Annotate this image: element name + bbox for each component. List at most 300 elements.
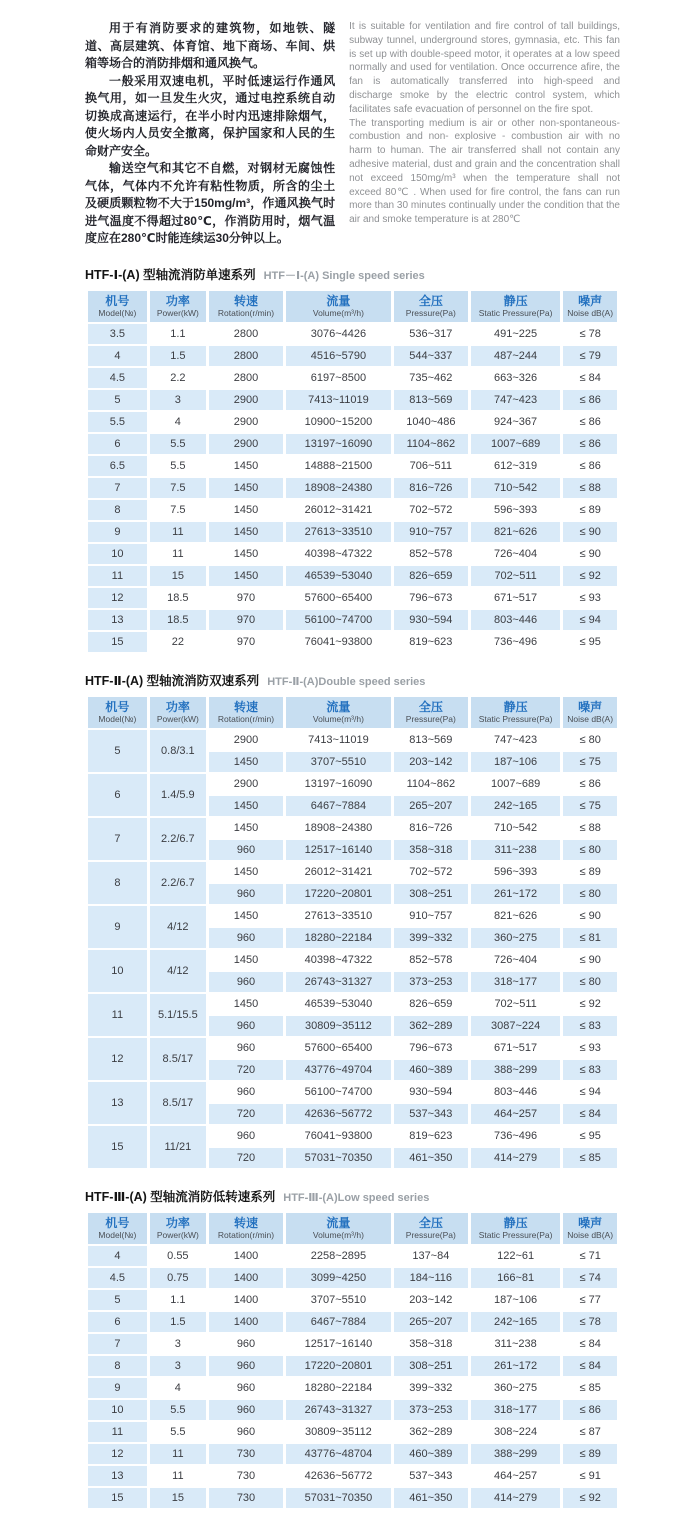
cell: 960 <box>209 1334 283 1354</box>
cell: 596~393 <box>471 500 560 520</box>
table-row <box>88 1038 617 1058</box>
cell: 1400 <box>209 1246 283 1266</box>
cell: 30809~35112 <box>286 1422 391 1442</box>
cell: 1450 <box>209 818 283 838</box>
cell: 6 <box>88 1312 147 1332</box>
table-row <box>88 390 617 410</box>
column-header-en: Volume(m³/h) <box>312 1229 364 1240</box>
cell: 960 <box>209 1016 283 1036</box>
cell: ≤ 86 <box>563 434 617 454</box>
model-cell: 10 <box>88 950 147 992</box>
cell: 464~257 <box>471 1104 560 1124</box>
column-header <box>563 1213 617 1244</box>
table-row <box>88 346 617 366</box>
cell: 12517~16140 <box>286 1334 391 1354</box>
cell: 18280~22184 <box>286 1378 391 1398</box>
cell: 2900 <box>209 730 283 750</box>
cell: ≤ 86 <box>563 774 617 794</box>
cell: 1450 <box>209 456 283 476</box>
table-row <box>88 1312 617 1332</box>
cell: 1450 <box>209 522 283 542</box>
cell: 1400 <box>209 1312 283 1332</box>
cell: 819~623 <box>394 632 468 652</box>
cell: 4 <box>150 1378 206 1398</box>
column-header-en: Pressure(Pa) <box>405 713 456 724</box>
cell: ≤ 87 <box>563 1422 617 1442</box>
cell: 166~81 <box>471 1268 560 1288</box>
series-title-en: HTF-Ⅱ-(A)Double speed series <box>267 675 426 688</box>
model-cell: 5 <box>88 730 147 772</box>
cell: ≤ 95 <box>563 632 617 652</box>
cell: 970 <box>209 588 283 608</box>
cell: 487~244 <box>471 346 560 366</box>
cell: ≤ 93 <box>563 588 617 608</box>
model-cell: 6 <box>88 774 147 816</box>
cell: 373~253 <box>394 972 468 992</box>
cell: 261~172 <box>471 884 560 904</box>
intro-paragraph-en: The transporting medium is air or other non-spontaneous-combustion and non- explosive - combustion air with no harm to human. The air transferred shall not contain any adhesive material, dust and grain and the concentration shall not exceed 150mg/m³ when the temperature shall not exceed 80℃ . When used for fire control, the fans can run more than 30 minutes continually under the condition that the air and smoke temperature is at 280℃ <box>349 117 620 226</box>
column-header-zh: 全压 <box>418 293 443 308</box>
cell: ≤ 92 <box>563 1488 617 1508</box>
cell: 1.1 <box>150 1290 206 1310</box>
table-row <box>88 1422 617 1442</box>
cell: 720 <box>209 1060 283 1080</box>
cell: 813~569 <box>394 390 468 410</box>
cell: 6.5 <box>88 456 147 476</box>
table-head <box>88 1213 617 1244</box>
column-header <box>88 697 147 728</box>
cell: 960 <box>209 1126 283 1146</box>
cell: 2900 <box>209 774 283 794</box>
cell: 461~350 <box>394 1488 468 1508</box>
cell: 970 <box>209 632 283 652</box>
cell: 242~165 <box>471 1312 560 1332</box>
table-row <box>88 544 617 564</box>
cell: 816~726 <box>394 478 468 498</box>
model-cell: 11 <box>88 994 147 1036</box>
cell: 0.55 <box>150 1246 206 1266</box>
cell: 826~659 <box>394 994 468 1014</box>
series-title-zh: HTF-Ⅱ-(A) 型轴流消防双速系列 <box>85 673 260 688</box>
cell: 930~594 <box>394 610 468 630</box>
cell: 388~299 <box>471 1060 560 1080</box>
cell: 536~317 <box>394 324 468 344</box>
cell: 3 <box>150 1356 206 1376</box>
cell: 56100~74700 <box>286 610 391 630</box>
cell: 13197~16090 <box>286 434 391 454</box>
cell: 11 <box>150 522 206 542</box>
cell: 5.5 <box>150 456 206 476</box>
cell: 960 <box>209 1356 283 1376</box>
cell: 803~446 <box>471 1082 560 1102</box>
cell: 1007~689 <box>471 434 560 454</box>
cell: 460~389 <box>394 1444 468 1464</box>
model-cell: 9 <box>88 906 147 948</box>
cell: ≤ 94 <box>563 610 617 630</box>
column-header-zh: 机号 <box>105 699 130 714</box>
cell: 702~572 <box>394 500 468 520</box>
cell: 1.5 <box>150 1312 206 1332</box>
cell: 464~257 <box>471 1466 560 1486</box>
cell: 1450 <box>209 544 283 564</box>
cell: 1104~862 <box>394 434 468 454</box>
cell: ≤ 94 <box>563 1082 617 1102</box>
series-title <box>85 671 620 690</box>
cell: 2900 <box>209 412 283 432</box>
cell: ≤ 80 <box>563 730 617 750</box>
cell: 414~279 <box>471 1488 560 1508</box>
cell: 5 <box>88 390 147 410</box>
cell: 12 <box>88 1444 147 1464</box>
cell: 187~106 <box>471 1290 560 1310</box>
cell: 7413~11019 <box>286 730 391 750</box>
column-header-en: Power(kW) <box>156 713 199 724</box>
cell: 2258~2895 <box>286 1246 391 1266</box>
cell: 6467~7884 <box>286 1312 391 1332</box>
cell: 612~319 <box>471 456 560 476</box>
table-row <box>88 368 617 388</box>
cell: 4.5 <box>88 368 147 388</box>
cell: ≤ 89 <box>563 500 617 520</box>
cell: 813~569 <box>394 730 468 750</box>
column-header-en: Model(№) <box>98 307 137 318</box>
power-cell: 4/12 <box>150 906 206 948</box>
cell: 42636~56772 <box>286 1466 391 1486</box>
table-row <box>88 862 617 882</box>
cell: 56100~74700 <box>286 1082 391 1102</box>
cell: 736~496 <box>471 632 560 652</box>
series-title <box>85 265 620 284</box>
cell: 3087~224 <box>471 1016 560 1036</box>
column-header <box>563 697 617 728</box>
cell: ≤ 75 <box>563 752 617 772</box>
cell: 910~757 <box>394 906 468 926</box>
intro-chinese <box>85 20 335 248</box>
cell: 537~343 <box>394 1466 468 1486</box>
column-header-zh: 流量 <box>326 293 351 308</box>
column-header-en: Power(kW) <box>156 1229 199 1240</box>
cell: 15 <box>88 632 147 652</box>
cell: ≤ 92 <box>563 566 617 586</box>
cell: 399~332 <box>394 928 468 948</box>
cell: 5.5 <box>150 1422 206 1442</box>
table-row <box>88 818 617 838</box>
cell: 1450 <box>209 752 283 772</box>
cell: ≤ 90 <box>563 522 617 542</box>
cell: 1.1 <box>150 324 206 344</box>
cell: 203~142 <box>394 1290 468 1310</box>
cell: 960 <box>209 884 283 904</box>
column-header-zh: 全压 <box>418 1215 443 1230</box>
cell: 5.5 <box>150 1400 206 1420</box>
cell: 960 <box>209 840 283 860</box>
cell: 18.5 <box>150 610 206 630</box>
cell: 9 <box>88 1378 147 1398</box>
power-cell: 5.1/15.5 <box>150 994 206 1036</box>
cell: 1450 <box>209 862 283 882</box>
cell: 2.2 <box>150 368 206 388</box>
cell: 4 <box>150 412 206 432</box>
table-row <box>88 1466 617 1486</box>
cell: 12 <box>88 588 147 608</box>
cell: 4.5 <box>88 1268 147 1288</box>
cell: 960 <box>209 928 283 948</box>
cell: 57031~70350 <box>286 1488 391 1508</box>
cell: 11 <box>88 1422 147 1442</box>
cell: 388~299 <box>471 1444 560 1464</box>
intro-paragraph-zh: 一般采用双速电机，平时低速运行作通风换气用，如一旦发生火灾，通过电控系统自动切换成高速运行，在半小时内迅速排除烟气，使火场内人员安全撤离，保护国家和人民的生命财产安全。 <box>85 73 336 158</box>
cell: ≤ 86 <box>563 390 617 410</box>
model-cell: 13 <box>88 1082 147 1124</box>
cell: ≤ 74 <box>563 1268 617 1288</box>
cell: 358~318 <box>394 1334 468 1354</box>
table-row <box>88 1334 617 1354</box>
table-row <box>88 906 617 926</box>
cell: 7.5 <box>150 478 206 498</box>
cell: ≤ 85 <box>563 1148 617 1168</box>
cell: 5 <box>88 1290 147 1310</box>
cell: 362~289 <box>394 1016 468 1036</box>
table-row <box>88 1356 617 1376</box>
column-header-en: Noise dB(A) <box>567 713 614 724</box>
cell: 57031~70350 <box>286 1148 391 1168</box>
table-row <box>88 1268 617 1288</box>
cell: 43776~49704 <box>286 1060 391 1080</box>
cell: 2800 <box>209 368 283 388</box>
cell: 730 <box>209 1466 283 1486</box>
cell: 57600~65400 <box>286 1038 391 1058</box>
cell: ≤ 77 <box>563 1290 617 1310</box>
cell: 1450 <box>209 566 283 586</box>
cell: 1450 <box>209 500 283 520</box>
cell: 46539~53040 <box>286 566 391 586</box>
cell: 414~279 <box>471 1148 560 1168</box>
cell: 1450 <box>209 950 283 970</box>
cell: 1400 <box>209 1268 283 1288</box>
cell: 747~423 <box>471 390 560 410</box>
column-header <box>471 291 560 322</box>
series-section-3 <box>85 1187 620 1510</box>
table-double-speed <box>85 695 620 1170</box>
header-row <box>88 291 617 322</box>
table-row <box>88 1126 617 1146</box>
cell: ≤ 84 <box>563 368 617 388</box>
cell: 1450 <box>209 796 283 816</box>
series-section-2 <box>85 671 620 1170</box>
cell: ≤ 80 <box>563 972 617 992</box>
cell: 15 <box>150 566 206 586</box>
cell: 13197~16090 <box>286 774 391 794</box>
cell: 318~177 <box>471 972 560 992</box>
cell: 960 <box>209 1378 283 1398</box>
cell: 1450 <box>209 906 283 926</box>
column-header-zh: 转速 <box>233 1215 258 1230</box>
power-cell: 11/21 <box>150 1126 206 1168</box>
cell: 40398~47322 <box>286 544 391 564</box>
cell: 18.5 <box>150 588 206 608</box>
cell: 15 <box>150 1488 206 1508</box>
cell: 57600~65400 <box>286 588 391 608</box>
table-head <box>88 291 617 322</box>
cell: 816~726 <box>394 818 468 838</box>
column-header <box>209 697 283 728</box>
cell: 960 <box>209 1082 283 1102</box>
column-header <box>88 1213 147 1244</box>
intro-section <box>85 20 620 248</box>
cell: ≤ 88 <box>563 478 617 498</box>
table-row <box>88 478 617 498</box>
cell: 8 <box>88 1356 147 1376</box>
series-title-zh: HTF-Ⅲ-(A) 型轴流消防低转速系列 <box>85 1189 276 1204</box>
column-header-zh: 机号 <box>105 293 130 308</box>
header-row <box>88 1213 617 1244</box>
cell: 17220~20801 <box>286 884 391 904</box>
cell: 26012~31421 <box>286 862 391 882</box>
cell: 735~462 <box>394 368 468 388</box>
cell: 702~572 <box>394 862 468 882</box>
table-row <box>88 730 617 750</box>
cell: 373~253 <box>394 1400 468 1420</box>
cell: 2800 <box>209 324 283 344</box>
column-header-en: Volume(m³/h) <box>312 713 364 724</box>
table-row <box>88 950 617 970</box>
cell: 308~224 <box>471 1422 560 1442</box>
table-row <box>88 632 617 652</box>
column-header <box>209 1213 283 1244</box>
cell: 1104~862 <box>394 774 468 794</box>
cell: 924~367 <box>471 412 560 432</box>
cell: 796~673 <box>394 588 468 608</box>
cell: 358~318 <box>394 840 468 860</box>
cell: 702~511 <box>471 566 560 586</box>
table-row <box>88 522 617 542</box>
cell: ≤ 86 <box>563 412 617 432</box>
cell: 261~172 <box>471 1356 560 1376</box>
cell: 26743~31327 <box>286 1400 391 1420</box>
column-header <box>209 291 283 322</box>
cell: 308~251 <box>394 1356 468 1376</box>
table-row <box>88 588 617 608</box>
column-header-en: Model(№) <box>98 1229 137 1240</box>
cell: 18908~24380 <box>286 478 391 498</box>
cell: 710~542 <box>471 478 560 498</box>
cell: 11 <box>150 1444 206 1464</box>
column-header <box>286 1213 391 1244</box>
column-header <box>471 1213 560 1244</box>
column-header-zh: 噪声 <box>578 1215 603 1230</box>
series-title <box>85 1187 620 1206</box>
cell: 460~389 <box>394 1060 468 1080</box>
table-row <box>88 456 617 476</box>
table-row <box>88 610 617 630</box>
cell: 803~446 <box>471 610 560 630</box>
cell: 13 <box>88 610 147 630</box>
cell: 311~238 <box>471 1334 560 1354</box>
cell: 0.75 <box>150 1268 206 1288</box>
column-header-zh: 功率 <box>165 293 190 308</box>
model-cell: 15 <box>88 1126 147 1168</box>
cell: 184~116 <box>394 1268 468 1288</box>
cell: 11 <box>150 1466 206 1486</box>
cell: 730 <box>209 1444 283 1464</box>
column-header-zh: 机号 <box>105 1215 130 1230</box>
cell: 747~423 <box>471 730 560 750</box>
cell: ≤ 89 <box>563 1444 617 1464</box>
cell: 27613~33510 <box>286 906 391 926</box>
power-cell: 1.4/5.9 <box>150 774 206 816</box>
cell: 5.5 <box>88 412 147 432</box>
column-header <box>150 697 206 728</box>
cell: ≤ 90 <box>563 906 617 926</box>
table-row <box>88 774 617 794</box>
cell: 730 <box>209 1488 283 1508</box>
power-cell: 0.8/3.1 <box>150 730 206 772</box>
cell: 4 <box>88 346 147 366</box>
cell: 308~251 <box>394 884 468 904</box>
cell: 930~594 <box>394 1082 468 1102</box>
cell: 203~142 <box>394 752 468 772</box>
cell: 4 <box>88 1246 147 1266</box>
cell: 10 <box>88 1400 147 1420</box>
column-header-zh: 流量 <box>326 699 351 714</box>
cell: 5.5 <box>150 434 206 454</box>
cell: ≤ 89 <box>563 862 617 882</box>
cell: 40398~47322 <box>286 950 391 970</box>
cell: ≤ 91 <box>563 1466 617 1486</box>
column-header-en: Static Pressure(Pa) <box>478 1229 553 1240</box>
table-row <box>88 1246 617 1266</box>
cell: 726~404 <box>471 544 560 564</box>
cell: 970 <box>209 610 283 630</box>
cell: ≤ 93 <box>563 1038 617 1058</box>
column-header-zh: 噪声 <box>578 293 603 308</box>
cell: 14888~21500 <box>286 456 391 476</box>
cell: 702~511 <box>471 994 560 1014</box>
cell: 1450 <box>209 478 283 498</box>
cell: 43776~48704 <box>286 1444 391 1464</box>
table-row <box>88 994 617 1014</box>
intro-paragraph-zh: 输送空气和其它不自燃，对钢材无腐蚀性气体，气体内不允许有粘性物质，所含的尘土及硬质颗粒物不大于150mg/m³，作通风换气时进气温度不得超过80℃，作消防用时，烟气温度应在280℃时能连续运30分钟以上。 <box>85 161 336 245</box>
table-row <box>88 412 617 432</box>
cell: 710~542 <box>471 818 560 838</box>
column-header <box>563 291 617 322</box>
cell: 26743~31327 <box>286 972 391 992</box>
cell: ≤ 84 <box>563 1356 617 1376</box>
cell: 819~623 <box>394 1126 468 1146</box>
column-header-zh: 静压 <box>503 699 528 714</box>
cell: 265~207 <box>394 1312 468 1332</box>
column-header-en: Rotation(r/min) <box>217 1229 275 1240</box>
cell: 2800 <box>209 346 283 366</box>
cell: 3099~4250 <box>286 1268 391 1288</box>
cell: 12517~16140 <box>286 840 391 860</box>
table-head <box>88 697 617 728</box>
cell: 187~106 <box>471 752 560 772</box>
power-cell: 4/12 <box>150 950 206 992</box>
cell: 17220~20801 <box>286 1356 391 1376</box>
cell: ≤ 90 <box>563 950 617 970</box>
cell: 318~177 <box>471 1400 560 1420</box>
cell: 8 <box>88 500 147 520</box>
cell: 27613~33510 <box>286 522 391 542</box>
cell: ≤ 86 <box>563 1400 617 1420</box>
column-header-en: Volume(m³/h) <box>312 307 364 318</box>
column-header <box>394 1213 468 1244</box>
power-cell: 2.2/6.7 <box>150 862 206 904</box>
cell: 3 <box>150 390 206 410</box>
cell: 265~207 <box>394 796 468 816</box>
table-row <box>88 434 617 454</box>
